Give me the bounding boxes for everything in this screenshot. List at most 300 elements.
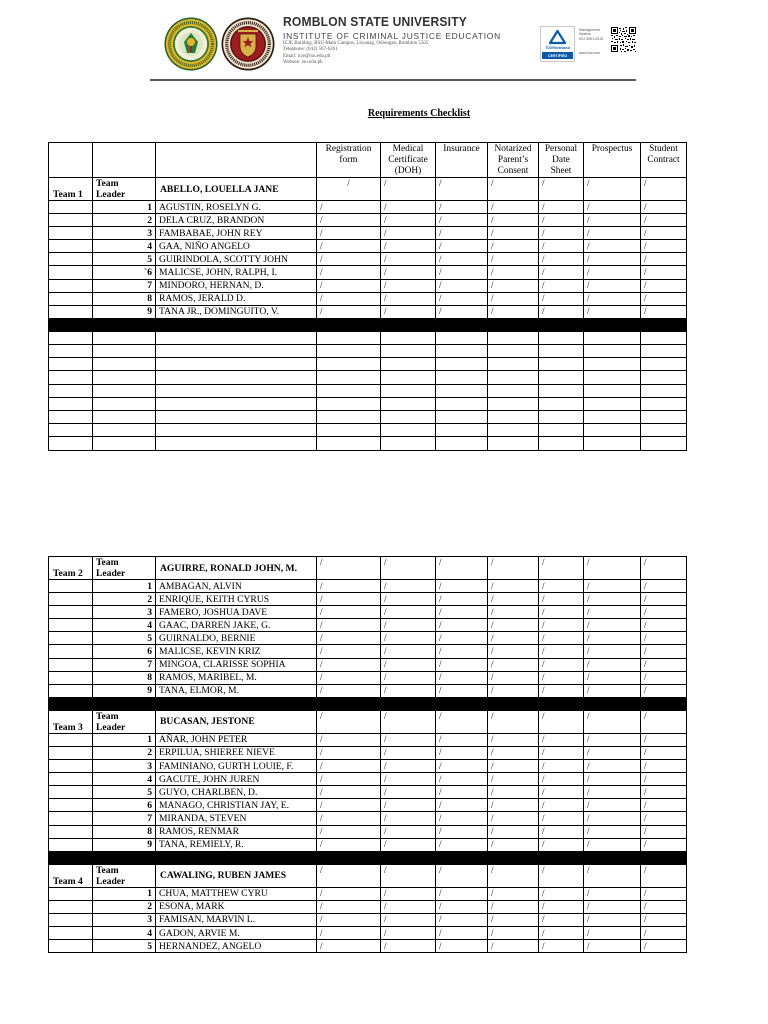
requirement-mark: / bbox=[488, 838, 539, 851]
requirement-mark: / bbox=[641, 838, 687, 851]
requirement-mark: / bbox=[381, 305, 436, 318]
blank-cell bbox=[381, 331, 436, 344]
requirement-mark: / bbox=[317, 812, 381, 825]
requirement-mark: / bbox=[436, 887, 488, 900]
requirement-mark: / bbox=[317, 926, 381, 939]
requirement-mark: / bbox=[488, 593, 539, 606]
blank-cell bbox=[156, 371, 317, 384]
requirement-mark: / bbox=[539, 580, 584, 593]
requirement-mark: / bbox=[488, 557, 539, 580]
member-row bbox=[49, 746, 687, 759]
requirement-mark: / bbox=[488, 266, 539, 279]
blank-cell bbox=[584, 345, 641, 358]
requirement-mark: / bbox=[381, 201, 436, 214]
blank-cell bbox=[49, 266, 93, 279]
requirement-mark: / bbox=[317, 632, 381, 645]
requirement-mark: / bbox=[436, 773, 488, 786]
requirement-mark: / bbox=[436, 838, 488, 851]
blank-cell bbox=[488, 424, 539, 437]
blank-cell bbox=[641, 424, 687, 437]
blank-cell bbox=[93, 345, 156, 358]
requirement-mark: / bbox=[317, 733, 381, 746]
blank-cell bbox=[641, 397, 687, 410]
member-name: MIRANDA, STEVEN bbox=[156, 812, 317, 825]
institute-seal-logo bbox=[221, 17, 275, 71]
requirement-mark: / bbox=[584, 227, 641, 240]
requirement-mark: / bbox=[381, 606, 436, 619]
requirement-mark: / bbox=[539, 305, 584, 318]
member-row bbox=[49, 684, 687, 697]
requirement-mark: / bbox=[641, 227, 687, 240]
requirement-mark: / bbox=[317, 557, 381, 580]
blank-cell bbox=[381, 371, 436, 384]
requirement-mark: / bbox=[436, 279, 488, 292]
requirement-mark: / bbox=[488, 305, 539, 318]
requirement-mark: / bbox=[381, 940, 436, 953]
member-number: 9 bbox=[93, 684, 156, 697]
member-name: TANA, REMIELY, R. bbox=[156, 838, 317, 851]
member-name: FAMERO, JOSHUA DAVE bbox=[156, 606, 317, 619]
requirement-mark: / bbox=[641, 632, 687, 645]
letterhead-divider bbox=[150, 79, 636, 81]
requirement-mark: / bbox=[436, 746, 488, 759]
blank-cell bbox=[93, 397, 156, 410]
requirement-mark: / bbox=[641, 684, 687, 697]
requirement-mark: / bbox=[539, 799, 584, 812]
requirement-mark: / bbox=[317, 773, 381, 786]
member-row bbox=[49, 266, 687, 279]
requirement-mark: / bbox=[488, 671, 539, 684]
requirement-mark: / bbox=[584, 926, 641, 939]
requirement-mark: / bbox=[539, 201, 584, 214]
requirement-mark: / bbox=[317, 799, 381, 812]
blank-cell bbox=[49, 240, 93, 253]
blank-cell bbox=[49, 940, 93, 953]
blank-cell bbox=[49, 305, 93, 318]
blank-cell bbox=[93, 437, 156, 450]
team-label: Team 3 bbox=[49, 710, 93, 733]
certified-badge-text: CERTIFIED bbox=[548, 54, 567, 58]
blank-cell bbox=[539, 345, 584, 358]
requirement-mark: / bbox=[539, 619, 584, 632]
requirement-mark: / bbox=[381, 812, 436, 825]
member-number: 1 bbox=[93, 733, 156, 746]
requirement-mark: / bbox=[584, 240, 641, 253]
requirement-mark: / bbox=[317, 913, 381, 926]
requirement-mark: / bbox=[539, 671, 584, 684]
requirement-mark: / bbox=[641, 900, 687, 913]
requirement-mark: / bbox=[488, 240, 539, 253]
requirement-mark: / bbox=[436, 593, 488, 606]
requirement-mark: / bbox=[381, 580, 436, 593]
blank-cell bbox=[49, 773, 93, 786]
requirement-mark: / bbox=[381, 746, 436, 759]
blank-cell bbox=[488, 410, 539, 423]
blank-cell bbox=[49, 397, 93, 410]
requirement-mark: / bbox=[641, 557, 687, 580]
requirement-mark: / bbox=[584, 606, 641, 619]
requirement-mark: / bbox=[488, 825, 539, 838]
column-header: Personal Date Sheet bbox=[539, 143, 584, 178]
blank-cell bbox=[49, 580, 93, 593]
requirement-mark: / bbox=[641, 214, 687, 227]
member-number: 4 bbox=[93, 926, 156, 939]
requirement-mark: / bbox=[539, 606, 584, 619]
member-row bbox=[49, 838, 687, 851]
requirement-mark: / bbox=[641, 658, 687, 671]
requirement-mark: / bbox=[584, 812, 641, 825]
blank-row bbox=[49, 410, 687, 423]
requirement-mark: / bbox=[317, 760, 381, 773]
university-seal-logo bbox=[164, 17, 218, 71]
requirement-mark: / bbox=[584, 940, 641, 953]
member-number: 6 bbox=[93, 645, 156, 658]
member-name: ERPILUA, SHIEREE NIEVE bbox=[156, 746, 317, 759]
requirement-mark: / bbox=[436, 733, 488, 746]
blank-cell bbox=[49, 331, 93, 344]
member-name: MINDORO, HERNAN, D. bbox=[156, 279, 317, 292]
blank-header-cell bbox=[93, 143, 156, 178]
blank-cell bbox=[49, 619, 93, 632]
blank-cell bbox=[641, 384, 687, 397]
requirement-mark: / bbox=[539, 593, 584, 606]
member-name: GAA, NIÑO ANGELO bbox=[156, 240, 317, 253]
requirement-mark: / bbox=[584, 864, 641, 887]
requirement-mark: / bbox=[436, 926, 488, 939]
blank-cell bbox=[49, 279, 93, 292]
requirement-mark: / bbox=[584, 786, 641, 799]
requirement-mark: / bbox=[539, 786, 584, 799]
blank-cell bbox=[317, 410, 381, 423]
blank-cell bbox=[539, 331, 584, 344]
blank-cell bbox=[156, 424, 317, 437]
blank-cell bbox=[49, 384, 93, 397]
member-name: GUYO, CHARLBEN, D. bbox=[156, 786, 317, 799]
requirement-mark: / bbox=[317, 658, 381, 671]
blank-cell bbox=[539, 384, 584, 397]
requirement-mark: / bbox=[641, 887, 687, 900]
member-name: FAMINIANO, GURTH LOUIE, F. bbox=[156, 760, 317, 773]
requirement-mark: / bbox=[317, 838, 381, 851]
requirement-mark: / bbox=[641, 864, 687, 887]
blank-cell bbox=[317, 437, 381, 450]
blank-cell bbox=[49, 437, 93, 450]
blank-cell bbox=[49, 838, 93, 851]
column-header: Student Contract bbox=[641, 143, 687, 178]
requirement-mark: / bbox=[641, 733, 687, 746]
requirement-mark: / bbox=[488, 900, 539, 913]
requirement-mark: / bbox=[584, 292, 641, 305]
requirement-mark: / bbox=[317, 825, 381, 838]
requirement-mark: / bbox=[641, 619, 687, 632]
member-row bbox=[49, 913, 687, 926]
requirement-mark: / bbox=[436, 799, 488, 812]
requirement-mark: / bbox=[436, 178, 488, 201]
member-name: TANA JR., DOMINGUITO, V. bbox=[156, 305, 317, 318]
blank-cell bbox=[381, 424, 436, 437]
requirement-mark: / bbox=[641, 266, 687, 279]
column-header: Registration form bbox=[317, 143, 381, 178]
team-label: Team 2 bbox=[49, 557, 93, 580]
requirement-mark: / bbox=[381, 253, 436, 266]
blank-cell bbox=[49, 812, 93, 825]
requirement-mark: / bbox=[488, 645, 539, 658]
requirement-mark: / bbox=[381, 760, 436, 773]
requirement-mark: / bbox=[436, 606, 488, 619]
member-row bbox=[49, 279, 687, 292]
requirement-mark: / bbox=[584, 733, 641, 746]
member-number: 4 bbox=[93, 619, 156, 632]
member-number: 1 bbox=[93, 580, 156, 593]
requirement-mark: / bbox=[317, 593, 381, 606]
requirement-mark: / bbox=[641, 786, 687, 799]
requirement-mark: / bbox=[488, 786, 539, 799]
member-row bbox=[49, 887, 687, 900]
requirement-mark: / bbox=[488, 580, 539, 593]
blank-cell bbox=[317, 345, 381, 358]
requirement-mark: / bbox=[436, 214, 488, 227]
requirement-mark: / bbox=[641, 645, 687, 658]
requirement-mark: / bbox=[641, 926, 687, 939]
member-number: 7 bbox=[93, 279, 156, 292]
requirement-mark: / bbox=[381, 632, 436, 645]
blank-cell bbox=[381, 410, 436, 423]
requirements-table bbox=[48, 142, 687, 451]
requirement-mark: / bbox=[584, 887, 641, 900]
requirement-mark: / bbox=[539, 913, 584, 926]
blank-cell bbox=[49, 371, 93, 384]
requirement-mark: / bbox=[381, 178, 436, 201]
requirement-mark: / bbox=[381, 786, 436, 799]
requirement-mark: / bbox=[539, 684, 584, 697]
requirement-mark: / bbox=[381, 710, 436, 733]
blank-cell bbox=[49, 292, 93, 305]
requirement-mark: / bbox=[539, 926, 584, 939]
member-name: AMBAGAN, ALVIN bbox=[156, 580, 317, 593]
requirement-mark: / bbox=[641, 593, 687, 606]
requirement-mark: / bbox=[317, 305, 381, 318]
blank-cell bbox=[584, 384, 641, 397]
member-row bbox=[49, 799, 687, 812]
requirement-mark: / bbox=[317, 940, 381, 953]
requirement-mark: / bbox=[317, 887, 381, 900]
blank-cell bbox=[488, 331, 539, 344]
requirement-mark: / bbox=[381, 658, 436, 671]
blank-cell bbox=[49, 900, 93, 913]
spacer bbox=[579, 41, 603, 51]
requirement-mark: / bbox=[539, 825, 584, 838]
requirement-mark: / bbox=[488, 746, 539, 759]
member-name: AÑAR, JOHN PETER bbox=[156, 733, 317, 746]
blank-cell bbox=[641, 371, 687, 384]
member-name: AGUSTIN, ROSELYN G. bbox=[156, 201, 317, 214]
member-number: 3 bbox=[93, 913, 156, 926]
member-row bbox=[49, 760, 687, 773]
blank-cell bbox=[584, 410, 641, 423]
certification-line: System bbox=[579, 32, 591, 37]
blank-row bbox=[49, 397, 687, 410]
requirement-mark: / bbox=[641, 253, 687, 266]
requirement-mark: / bbox=[488, 887, 539, 900]
requirement-mark: / bbox=[381, 240, 436, 253]
member-name: MALICSE, KEVIN KRIZ bbox=[156, 645, 317, 658]
column-header: Insurance bbox=[436, 143, 488, 178]
requirement-mark: / bbox=[381, 557, 436, 580]
requirement-mark: / bbox=[488, 760, 539, 773]
requirement-mark: / bbox=[488, 279, 539, 292]
requirement-mark: / bbox=[381, 214, 436, 227]
member-row bbox=[49, 926, 687, 939]
requirement-mark: / bbox=[539, 214, 584, 227]
member-number: 2 bbox=[93, 214, 156, 227]
certification-logo bbox=[540, 26, 575, 62]
team-leader-name: AGUIRRE, RONALD JOHN, M. bbox=[156, 557, 317, 580]
blank-cell bbox=[49, 410, 93, 423]
requirement-mark: / bbox=[488, 913, 539, 926]
certification-line: www.tuv.com bbox=[579, 51, 600, 56]
blank-cell bbox=[49, 746, 93, 759]
requirement-mark: / bbox=[641, 825, 687, 838]
blank-cell bbox=[49, 671, 93, 684]
member-number: 3 bbox=[93, 606, 156, 619]
requirement-mark: / bbox=[488, 773, 539, 786]
requirement-mark: / bbox=[488, 684, 539, 697]
blank-cell bbox=[49, 201, 93, 214]
requirement-mark: / bbox=[436, 253, 488, 266]
member-name: GACUTE, JOHN JUREN bbox=[156, 773, 317, 786]
requirement-mark: / bbox=[641, 710, 687, 733]
requirement-mark: / bbox=[584, 900, 641, 913]
requirement-mark: / bbox=[436, 684, 488, 697]
requirement-mark: / bbox=[584, 658, 641, 671]
team-leader-row bbox=[49, 710, 687, 733]
requirement-mark: / bbox=[539, 940, 584, 953]
requirement-mark: / bbox=[436, 227, 488, 240]
table-body bbox=[49, 557, 687, 953]
requirement-mark: / bbox=[584, 580, 641, 593]
qr-code bbox=[611, 27, 636, 52]
member-number: 1 bbox=[93, 201, 156, 214]
member-number: 1 bbox=[93, 887, 156, 900]
blank-cell bbox=[156, 384, 317, 397]
requirement-mark: / bbox=[381, 926, 436, 939]
blank-cell bbox=[539, 397, 584, 410]
email-line: Email: icje@rsu.edu.ph bbox=[283, 53, 331, 59]
member-row bbox=[49, 227, 687, 240]
member-row bbox=[49, 812, 687, 825]
blank-cell bbox=[641, 331, 687, 344]
blank-cell bbox=[381, 437, 436, 450]
requirement-mark: / bbox=[488, 926, 539, 939]
blank-cell bbox=[584, 358, 641, 371]
blank-header-cell bbox=[156, 143, 317, 178]
requirement-mark: / bbox=[436, 900, 488, 913]
blank-cell bbox=[436, 397, 488, 410]
member-name: FAMBABAE, JOHN REY bbox=[156, 227, 317, 240]
member-row bbox=[49, 733, 687, 746]
column-header-row bbox=[49, 143, 687, 178]
team-leader-label: Team Leader bbox=[96, 864, 126, 887]
requirement-mark: / bbox=[488, 227, 539, 240]
requirement-mark: / bbox=[317, 253, 381, 266]
requirement-mark: / bbox=[641, 606, 687, 619]
requirement-mark: / bbox=[317, 900, 381, 913]
requirement-mark: / bbox=[584, 632, 641, 645]
blank-row bbox=[49, 384, 687, 397]
blank-cell bbox=[436, 384, 488, 397]
member-number: 2 bbox=[93, 746, 156, 759]
requirement-mark: / bbox=[436, 671, 488, 684]
requirement-mark: / bbox=[488, 864, 539, 887]
member-name: HERNANDEZ, ANGELO bbox=[156, 940, 317, 953]
requirement-mark: / bbox=[436, 201, 488, 214]
member-number: 2 bbox=[93, 593, 156, 606]
member-row bbox=[49, 201, 687, 214]
requirement-mark: / bbox=[488, 812, 539, 825]
blank-cell bbox=[93, 424, 156, 437]
requirement-mark: / bbox=[317, 178, 381, 201]
requirement-mark: / bbox=[488, 201, 539, 214]
requirement-mark: / bbox=[436, 940, 488, 953]
member-row bbox=[49, 940, 687, 953]
blank-cell bbox=[488, 384, 539, 397]
requirement-mark: / bbox=[539, 838, 584, 851]
blank-cell bbox=[49, 358, 93, 371]
requirement-mark: / bbox=[381, 913, 436, 926]
requirement-mark: / bbox=[641, 580, 687, 593]
requirement-mark: / bbox=[584, 746, 641, 759]
member-number: 9 bbox=[93, 305, 156, 318]
requirement-mark: / bbox=[381, 684, 436, 697]
requirement-mark: / bbox=[488, 710, 539, 733]
requirement-mark: / bbox=[317, 279, 381, 292]
requirement-mark: / bbox=[584, 201, 641, 214]
divider-bar bbox=[49, 318, 687, 331]
requirement-mark: / bbox=[584, 773, 641, 786]
member-name: GUIRNALDO, BERNIE bbox=[156, 632, 317, 645]
section-divider bbox=[49, 851, 687, 864]
certification-logo-text: TÜVRheinland bbox=[545, 46, 570, 50]
blank-cell bbox=[436, 371, 488, 384]
requirement-mark: / bbox=[381, 773, 436, 786]
requirement-mark: / bbox=[488, 799, 539, 812]
blank-cell bbox=[49, 887, 93, 900]
requirement-mark: / bbox=[584, 557, 641, 580]
requirement-mark: / bbox=[488, 178, 539, 201]
member-name: CHUA, MATTHEW CYRU bbox=[156, 887, 317, 900]
blank-cell bbox=[49, 632, 93, 645]
team-leader-row bbox=[49, 557, 687, 580]
requirement-mark: / bbox=[584, 253, 641, 266]
member-name: FAMISAN, MARVIN L. bbox=[156, 913, 317, 926]
member-number: 6 bbox=[93, 799, 156, 812]
member-row bbox=[49, 580, 687, 593]
blank-cell bbox=[539, 424, 584, 437]
member-row bbox=[49, 292, 687, 305]
blank-cell bbox=[49, 684, 93, 697]
requirement-mark: / bbox=[584, 178, 641, 201]
blank-cell bbox=[539, 437, 584, 450]
requirement-mark: / bbox=[539, 812, 584, 825]
member-name: RAMOS, JERALD D. bbox=[156, 292, 317, 305]
requirement-mark: / bbox=[317, 606, 381, 619]
member-number: `6 bbox=[93, 266, 156, 279]
requirement-mark: / bbox=[436, 240, 488, 253]
blank-cell bbox=[436, 437, 488, 450]
team-leader-name: ABELLO, LOUELLA JANE bbox=[156, 178, 317, 201]
blank-cell bbox=[49, 214, 93, 227]
university-name: ROMBLON STATE UNIVERSITY bbox=[283, 14, 468, 29]
